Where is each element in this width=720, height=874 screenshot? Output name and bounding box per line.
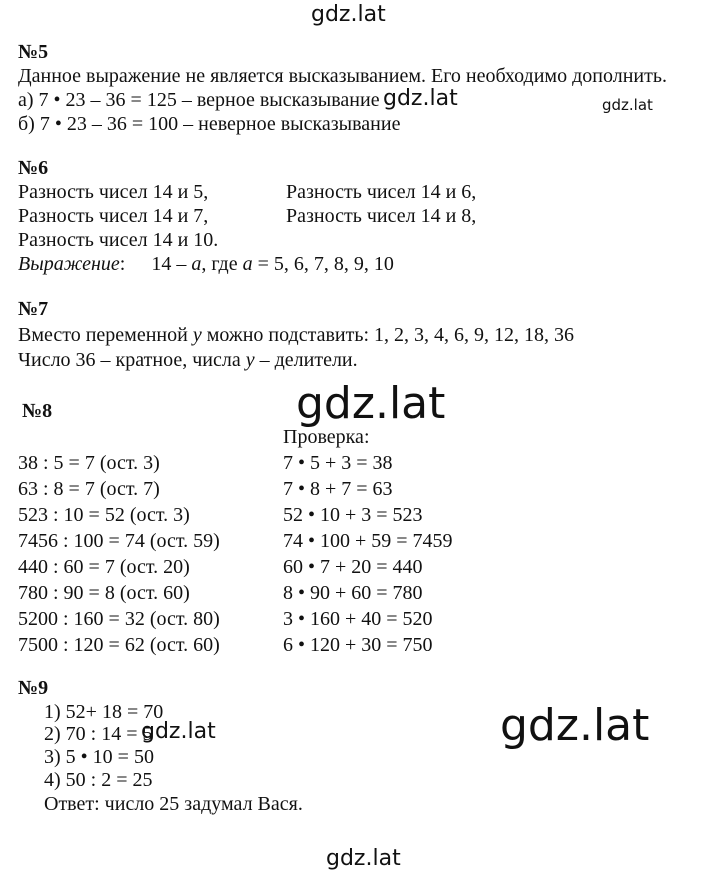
task-9-title: №9: [18, 677, 49, 699]
watermark-top: gdz.lat: [311, 2, 386, 27]
expression-label: Выражение: [18, 253, 120, 275]
watermark-small-right: gdz.lat: [602, 96, 653, 114]
task-6-line-1-right: Разность чисел 14 и 6,: [286, 181, 477, 203]
task-7-line-1: [18, 323, 574, 347]
task-6-expression-line: [18, 252, 394, 276]
task-6-line-3-left: Разность чисел 14 и 10.: [18, 229, 219, 251]
watermark-large-right: gdz.lat: [500, 700, 650, 751]
check-row-7: 3 • 160 + 40 = 520: [283, 608, 433, 630]
expression-variable-a-2: а: [242, 253, 253, 275]
task-6-line-2-left: Разность чисел 14 и 7,: [18, 205, 209, 227]
task-7-line-2: [18, 348, 358, 372]
division-row-5: 440 : 60 = 7 (ост. 20): [18, 556, 190, 578]
expression-variable-a: а: [191, 253, 202, 275]
division-row-3: 523 : 10 = 52 (ост. 3): [18, 504, 190, 526]
watermark-bottom: gdz.lat: [326, 846, 401, 871]
division-row-7: 5200 : 160 = 32 (ост. 80): [18, 608, 220, 630]
division-row-1: 38 : 5 = 7 (ост. 3): [18, 452, 160, 474]
watermark-large-center: gdz.lat: [296, 378, 446, 429]
task-6-title: №6: [18, 157, 49, 179]
task-5-answer-b: б) 7 • 23 – 36 = 100 – неверное высказывание: [18, 113, 401, 135]
task-9-answer: Ответ: число 25 задумал Вася.: [44, 793, 303, 815]
check-label: Проверка:: [283, 426, 370, 448]
check-row-1: 7 • 5 + 3 = 38: [283, 452, 393, 474]
check-row-5: 60 • 7 + 20 = 440: [283, 556, 423, 578]
check-row-3: 52 • 10 + 3 = 523: [283, 504, 423, 526]
task-7-line-2-text-b: – делители.: [254, 349, 358, 371]
task-7-line-1-text-b: можно подставить: 1, 2, 3, 4, 6, 9, 12, 18, 36: [201, 324, 575, 346]
division-row-6: 780 : 90 = 8 (ост. 60): [18, 582, 190, 604]
check-row-4: 74 • 100 + 59 = 7459: [283, 530, 453, 552]
task-6-line-2-right: Разность чисел 14 и 8,: [286, 205, 477, 227]
expression-part-1: 14 –: [151, 253, 192, 275]
expression-part-3: = 5, 6, 7, 8, 9, 10: [252, 253, 394, 275]
task-9-step-1: 1) 52+ 18 = 70: [44, 701, 164, 723]
task-5-title: №5: [18, 41, 49, 63]
task-5-intro: Данное выражение не является высказыванием. Его необходимо дополнить.: [18, 65, 667, 87]
watermark-inline-5a: gdz.lat: [383, 86, 458, 111]
task-7-line-1-text-a: Вместо переменной: [18, 324, 193, 346]
variable-y: у: [192, 324, 202, 346]
variable-y-2: у: [245, 349, 255, 371]
task-5-answer-a: а) 7 • 23 – 36 = 125 – верное высказывание: [18, 89, 380, 111]
check-row-2: 7 • 8 + 7 = 63: [283, 478, 393, 500]
expression-colon: :: [119, 253, 126, 275]
task-9-step-3: 3) 5 • 10 = 50: [44, 746, 154, 768]
expression-part-2: , где: [201, 253, 243, 275]
check-row-6: 8 • 90 + 60 = 780: [283, 582, 423, 604]
task-6-line-1-left: Разность чисел 14 и 5,: [18, 181, 209, 203]
division-row-4: 7456 : 100 = 74 (ост. 59): [18, 530, 220, 552]
task-7-line-2-text-a: Число 36 – кратное, числа: [18, 349, 246, 371]
task-9-step-2: 2) 70 : 14 = 5: [44, 723, 153, 745]
watermark-inline-9: gdz.lat: [141, 719, 216, 744]
division-row-2: 63 : 8 = 7 (ост. 7): [18, 478, 160, 500]
task-9-step-4: 4) 50 : 2 = 25: [44, 769, 153, 791]
division-row-8: 7500 : 120 = 62 (ост. 60): [18, 634, 220, 656]
check-row-8: 6 • 120 + 30 = 750: [283, 634, 433, 656]
task-8-title: №8: [22, 400, 53, 422]
task-7-title: №7: [18, 298, 49, 320]
